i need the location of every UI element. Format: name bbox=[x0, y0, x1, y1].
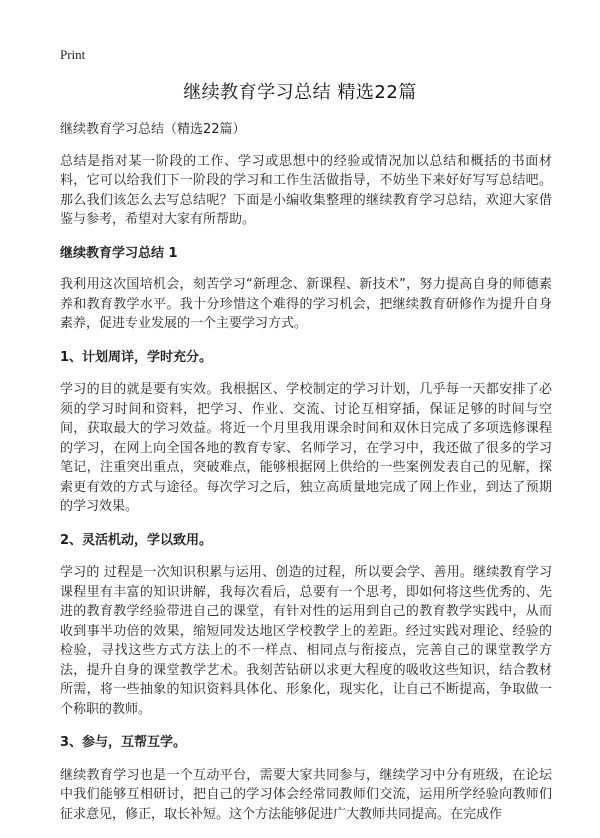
intro-paragraph: 总结是指对某一阶段的工作、学习或思想中的经验或情况加以总结和概括的书面材料，它可以给我们下一阶段的学习和工作生活做指导，不妨坐下来好好写写总结吧。那么我们该怎么去写总结呢？下面是小编收集整理的继续教育学习总结，欢迎大家借鉴与参考，希望对大家有所帮助。 bbox=[60, 153, 552, 227]
document-subtitle: 继续教育学习总结（精选22篇） bbox=[60, 122, 246, 137]
point-paragraph: 学习的 过程是一次知识积累与运用、创造的过程，所以要会学、善用。继续教育学习课程里有丰富的知识讲解，我每次看后，总要有一个思考，即如何将这些优秀的、先进的教育教学经验带进自己的课堂，有针对性的运用到自己的教育教学实践中，从而收到事半功倍的效果，缩短同发达地区学校教学上的差距。经过实践对理论、经验的检验，寻找这些方式方法上的不一样点、相同点与衔接点，完善自己的课堂教学方法，提升自身的课堂教学艺术。我刻苦钻研以求更大程度的吸收这些知识，结合教材所需，将一些抽象的知识资料具体化、形象化，现实化，让自己不断提高，争取做一个称职的教师。 bbox=[60, 565, 552, 717]
point-heading: 3、参与，互帮互学。 bbox=[60, 735, 187, 750]
document-body bbox=[60, 120, 552, 838]
point-paragraph: 学习的目的就是要有实效。我根据区、学校制定的学习计划，几乎每一天都安排了必须的学习时间和资料，把学习、作业、交流、讨论互相穿插，保证足够的时间与空间，获取最大的学习效益。将近一个月里我用课余时间和双休日完成了多项选修课程的学习，在网上向全国各地的教育专家、名师学习，在学习中，我还做了很多的学习笔记，注重突出重点，突破难点，能够根据网上供给的一些案例发表自己的见解，探索更有效的方式与途径。每次学习之后，独立高质量地完成了网上作业，到达了预期的学习效果。 bbox=[60, 382, 552, 514]
section-paragraph: 我利用这次国培机会，刻苦学习“新理念、新课程、新技术”，努力提高自身的师德素养和教育教学水平。我十分珍惜这个难得的学习机会，把继续教育研修作为提升自身素养，促进专业发展的一个主要学习方式。 bbox=[60, 277, 552, 331]
point-heading: 1、计划周详，学时充分。 bbox=[60, 349, 213, 365]
point-heading: 2、灵活机动，学以致用。 bbox=[60, 532, 213, 548]
point-paragraph: 继续教育学习也是一个互动平台，需要大家共同参与，继续学习中分有班级，在论坛中我们能够互相研讨，把自己的学习体会经常同教师们交流，运用所学经验向教师们征求意见，修正，取长补短。这个方法能够促进广大教师共同提高。在完成作 bbox=[60, 767, 552, 822]
page-title: 继续教育学习总结 精选22篇 bbox=[183, 82, 417, 103]
print-link[interactable]: Print bbox=[60, 47, 86, 62]
section-heading: 继续教育学习总结 1 bbox=[60, 245, 178, 261]
